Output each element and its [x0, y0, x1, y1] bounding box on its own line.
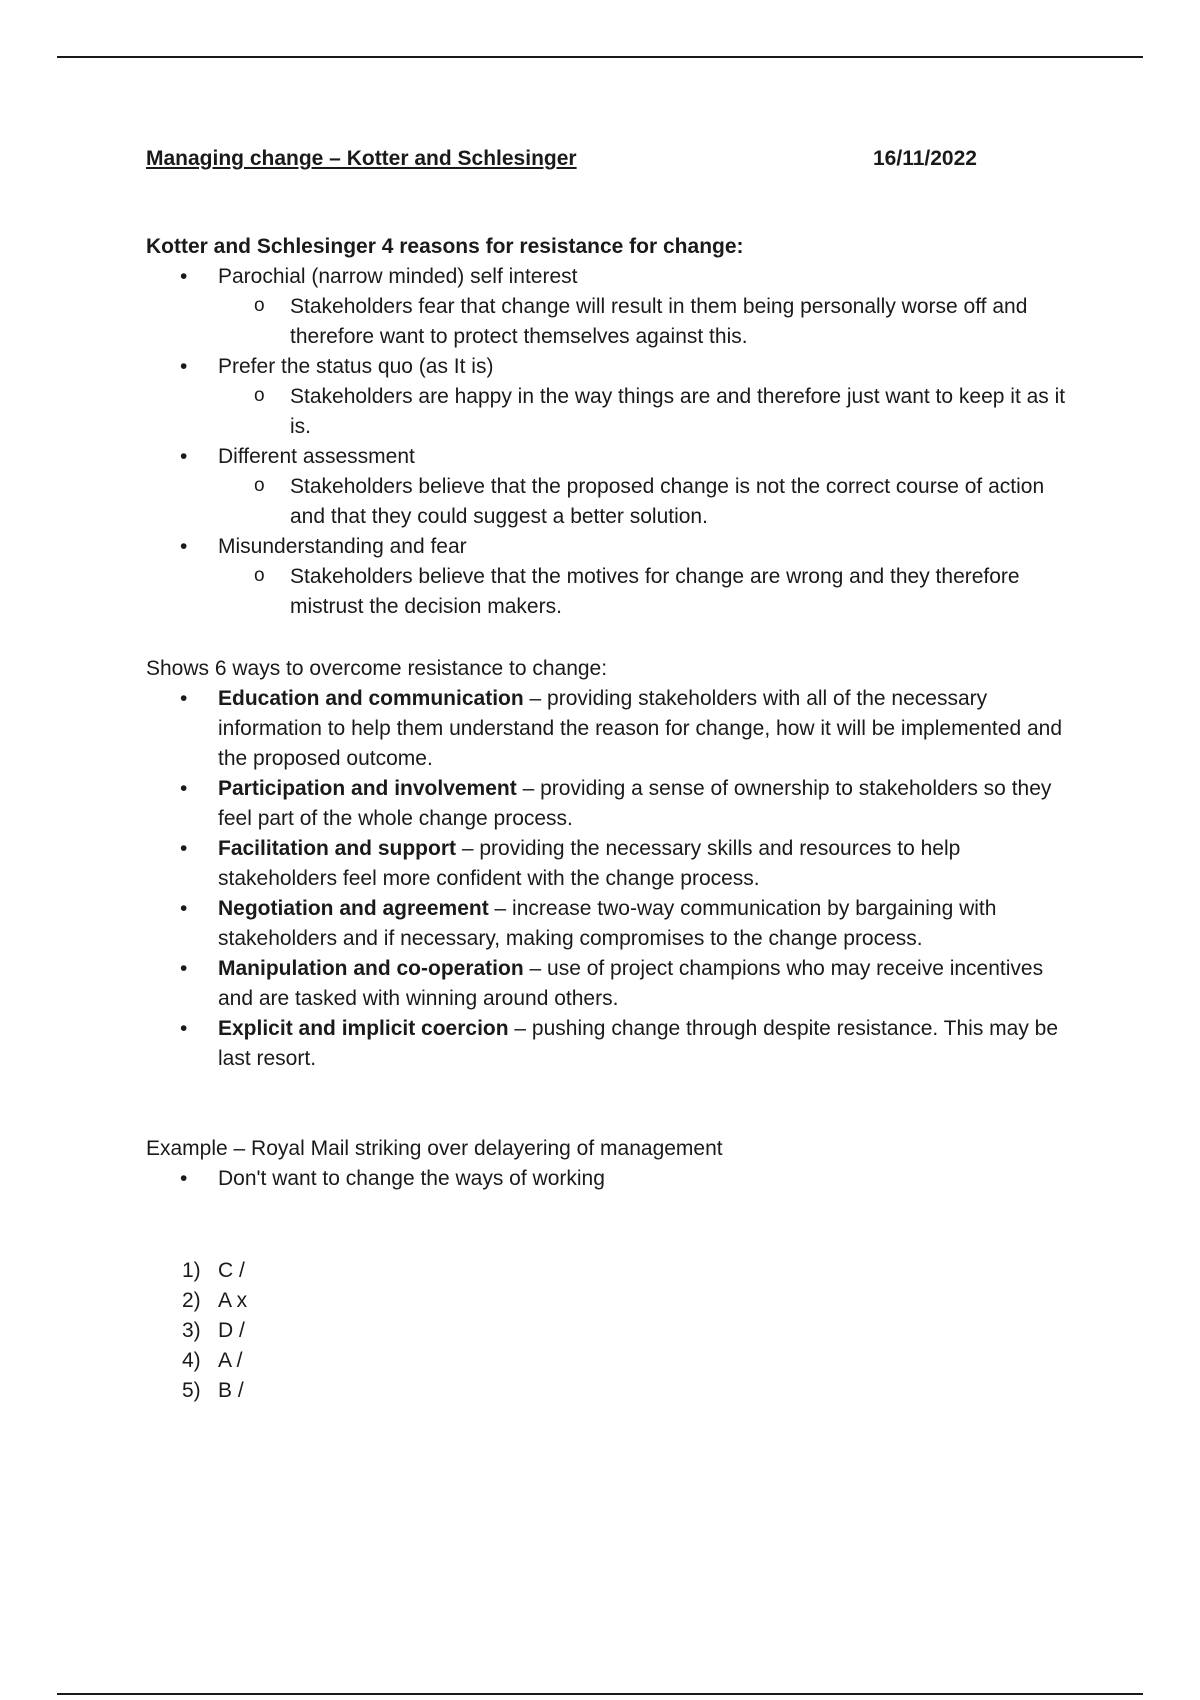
- answer-number: 5): [182, 1379, 201, 1402]
- top-rule: [57, 56, 1143, 58]
- reason-sublist: [218, 562, 1066, 622]
- answer-text: A x: [218, 1289, 248, 1312]
- reasons-heading: Kotter and Schlesinger 4 reasons for resistance for change:: [146, 235, 744, 258]
- reason-label: Parochial (narrow minded) self interest: [218, 265, 578, 288]
- reasons-list: [146, 262, 1066, 622]
- list-item: [146, 774, 1066, 834]
- way-term: Negotiation and agreement: [218, 897, 489, 920]
- page-date: 16/11/2022: [873, 147, 977, 170]
- way-term: Manipulation and co-operation: [218, 957, 524, 980]
- answer-item: [146, 1286, 1066, 1316]
- page-title: Managing change – Kotter and Schlesinger: [146, 147, 577, 170]
- example-heading: Example – Royal Mail striking over delayering of management: [146, 1137, 723, 1160]
- answer-item: [146, 1256, 1066, 1286]
- way-description: – increase two-way communication by bargaining with stakeholders and if necessary, making compromises to the change process.: [218, 897, 997, 950]
- ways-list: [146, 684, 1066, 1074]
- answer-item: [146, 1316, 1066, 1346]
- answers-list: [146, 1256, 1066, 1406]
- reason-detail: o Stakeholders believe that the motives for change are wrong and they therefore mistrust the decision makers.: [218, 562, 1066, 622]
- way-description: – pushing change through despite resistance. This may be last resort.: [218, 1017, 1059, 1070]
- reason-detail: o Stakeholders believe that the proposed change is not the correct course of action and that they could suggest a better solution.: [218, 472, 1066, 532]
- list-item: [146, 684, 1066, 774]
- answer-text: D /: [218, 1319, 245, 1342]
- answer-number: 2): [182, 1289, 201, 1312]
- answer-number: 4): [182, 1349, 201, 1372]
- answer-item: [146, 1376, 1066, 1406]
- reason-label: Misunderstanding and fear: [218, 535, 467, 558]
- way-term: Facilitation and support: [218, 837, 457, 860]
- answer-text: B /: [218, 1379, 244, 1402]
- answer-number: 1): [182, 1259, 201, 1282]
- way-term: Participation and involvement: [218, 777, 517, 800]
- list-item: [146, 894, 1066, 954]
- way-term: Education and communication: [218, 687, 524, 710]
- answer-item: [146, 1346, 1066, 1376]
- reason-sublist: [218, 382, 1066, 442]
- example-list: [146, 1164, 1066, 1194]
- answer-text: C /: [218, 1259, 245, 1282]
- way-description: – providing a sense of ownership to stakeholders so they feel part of the whole change process.: [218, 777, 1052, 830]
- list-item: [146, 834, 1066, 894]
- list-item: • Don't want to change the ways of working: [146, 1164, 1066, 1194]
- way-term: Explicit and implicit coercion: [218, 1017, 509, 1040]
- document-body: [146, 144, 1066, 1427]
- way-description: – use of project champions who may receive incentives and are tasked with winning around others.: [218, 957, 1044, 1010]
- way-description: – providing the necessary skills and resources to help stakeholders feel more confident with the change process.: [218, 837, 961, 890]
- list-item: [146, 442, 1066, 532]
- list-item: [146, 262, 1066, 352]
- header-row: [146, 144, 1066, 176]
- reason-sublist: [218, 472, 1066, 532]
- list-item: [146, 352, 1066, 442]
- reason-detail: o Stakeholders are happy in the way things are and therefore just want to keep it as it is.: [218, 382, 1066, 442]
- way-description: – providing stakeholders with all of the necessary information to help them understand the reason for change, how it will be implemented and the proposed outcome.: [218, 687, 1062, 770]
- list-item: [146, 532, 1066, 622]
- list-item: [146, 1014, 1066, 1074]
- reason-detail: o Stakeholders fear that change will result in them being personally worse off and therefore want to protect themselves against this.: [218, 292, 1066, 352]
- bottom-rule: [57, 1693, 1143, 1695]
- answer-text: A /: [218, 1349, 243, 1372]
- reason-label: Different assessment: [218, 445, 415, 468]
- list-item: [146, 954, 1066, 1014]
- answer-number: 3): [182, 1319, 201, 1342]
- ways-heading: Shows 6 ways to overcome resistance to change:: [146, 657, 608, 680]
- reason-sublist: [218, 292, 1066, 352]
- reason-label: Prefer the status quo (as It is): [218, 355, 494, 378]
